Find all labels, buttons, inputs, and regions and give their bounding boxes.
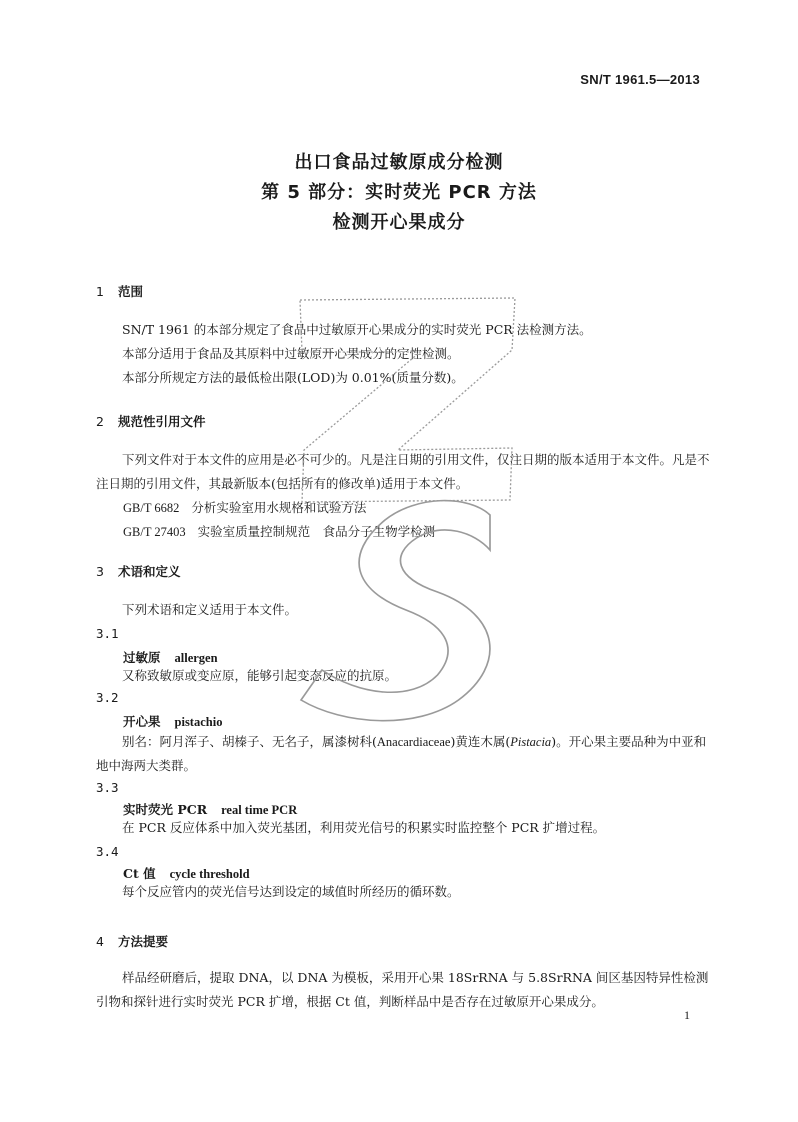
term-definition: [96, 730, 716, 778]
section-title: 范围: [118, 284, 144, 299]
term-en: allergen: [174, 651, 218, 665]
section-number: 4: [96, 934, 104, 949]
reference-code: GB/T 6682: [123, 501, 180, 515]
definition-text: )。开心果主要品种为中亚和地中海两大类群。: [96, 734, 707, 773]
reference-item-2: [123, 520, 435, 544]
term-definition: 又称致敏原或变应原，能够引起变态反应的抗原。: [122, 668, 398, 683]
term-definition: 每个反应管内的荧光信号达到设定的域值时所经历的循环数。: [122, 884, 460, 899]
reference-code: GB/T 27403: [123, 525, 186, 539]
term-number: 3.4: [96, 844, 119, 859]
term-zh: 开心果: [123, 714, 161, 729]
term-zh: Ct 值: [123, 866, 156, 881]
term-zh: 过敏原: [123, 650, 161, 665]
terms-intro: 下列术语和定义适用于本文件。: [122, 602, 298, 617]
page-number: 1: [684, 1008, 690, 1022]
scope-paragraph-3: 本部分所规定方法的最低检出限(LOD)为 0.01%(质量分数)。: [122, 370, 464, 385]
section-title: 术语和定义: [118, 564, 181, 579]
section-heading-terms: [96, 562, 181, 580]
section-title: 规范性引用文件: [118, 414, 206, 429]
term-en: real time PCR: [221, 803, 298, 817]
term-pistachio: [123, 712, 222, 730]
title-line-1: 出口食品过敏原成分检测: [294, 152, 504, 173]
scope-paragraph-1: SN/T 1961 的本部分规定了食品中过敏原开心果成分的实时荧光 PCR 法检测方法。: [122, 322, 592, 337]
genus-name: Pistacia: [510, 735, 552, 749]
section-title: 方法提要: [118, 934, 169, 949]
scope-paragraph-2: 本部分适用于食品及其原料中过敏原开心果成分的定性检测。: [122, 346, 460, 361]
title-line-2: 第 5 部分：实时荧光 PCR 方法: [261, 182, 537, 203]
references-paragraph: 下列文件对于本文件的应用是必不可少的。凡是注日期的引用文件，仅注日期的版本适用于本文件。凡是不注日期的引用文件，其最新版本(包括所有的修改单)适用于本文件。: [96, 452, 710, 491]
section-number: 3: [96, 564, 104, 579]
section-heading-method-summary: [96, 932, 168, 950]
standard-number: SN/T 1961.5—2013: [580, 72, 700, 87]
term-en: pistachio: [174, 715, 223, 729]
section-heading-scope: [96, 282, 143, 300]
section-number: 1: [96, 284, 104, 299]
reference-title: 分析实验室用水规格和试验方法: [191, 500, 367, 515]
term-definition: 在 PCR 反应体系中加入荧光基团，利用荧光信号的积累实时监控整个 PCR 扩增过程。: [122, 820, 606, 835]
term-en: cycle threshold: [169, 867, 250, 881]
term-number: 3.1: [96, 626, 119, 641]
definition-text: )黄连木属(: [450, 734, 511, 749]
term-zh: 实时荧光 PCR: [123, 802, 208, 817]
title-line-3: 检测开心果成分: [332, 212, 466, 233]
reference-title: 实验室质量控制规范 食品分子生物学检测: [197, 524, 436, 539]
section-heading-normative-references: [96, 412, 206, 430]
reference-item-1: [123, 496, 366, 520]
section-number: 2: [96, 414, 104, 429]
definition-text: 别名：阿月浑子、胡榛子、无名子，属漆树科(: [122, 734, 377, 749]
term-number: 3.3: [96, 780, 119, 795]
method-summary-paragraph: 样品经研磨后，提取 DNA，以 DNA 为模板，采用开心果 18SrRNA 与 5.8SrRNA 间区基因特异性检测引物和探针进行实时荧光 PCR 扩增，根据 Ct 值，判断样品中是否存在过敏原开心果成分。: [96, 970, 709, 1009]
family-name: Anacardiaceae: [376, 735, 451, 749]
term-number: 3.2: [96, 690, 119, 705]
